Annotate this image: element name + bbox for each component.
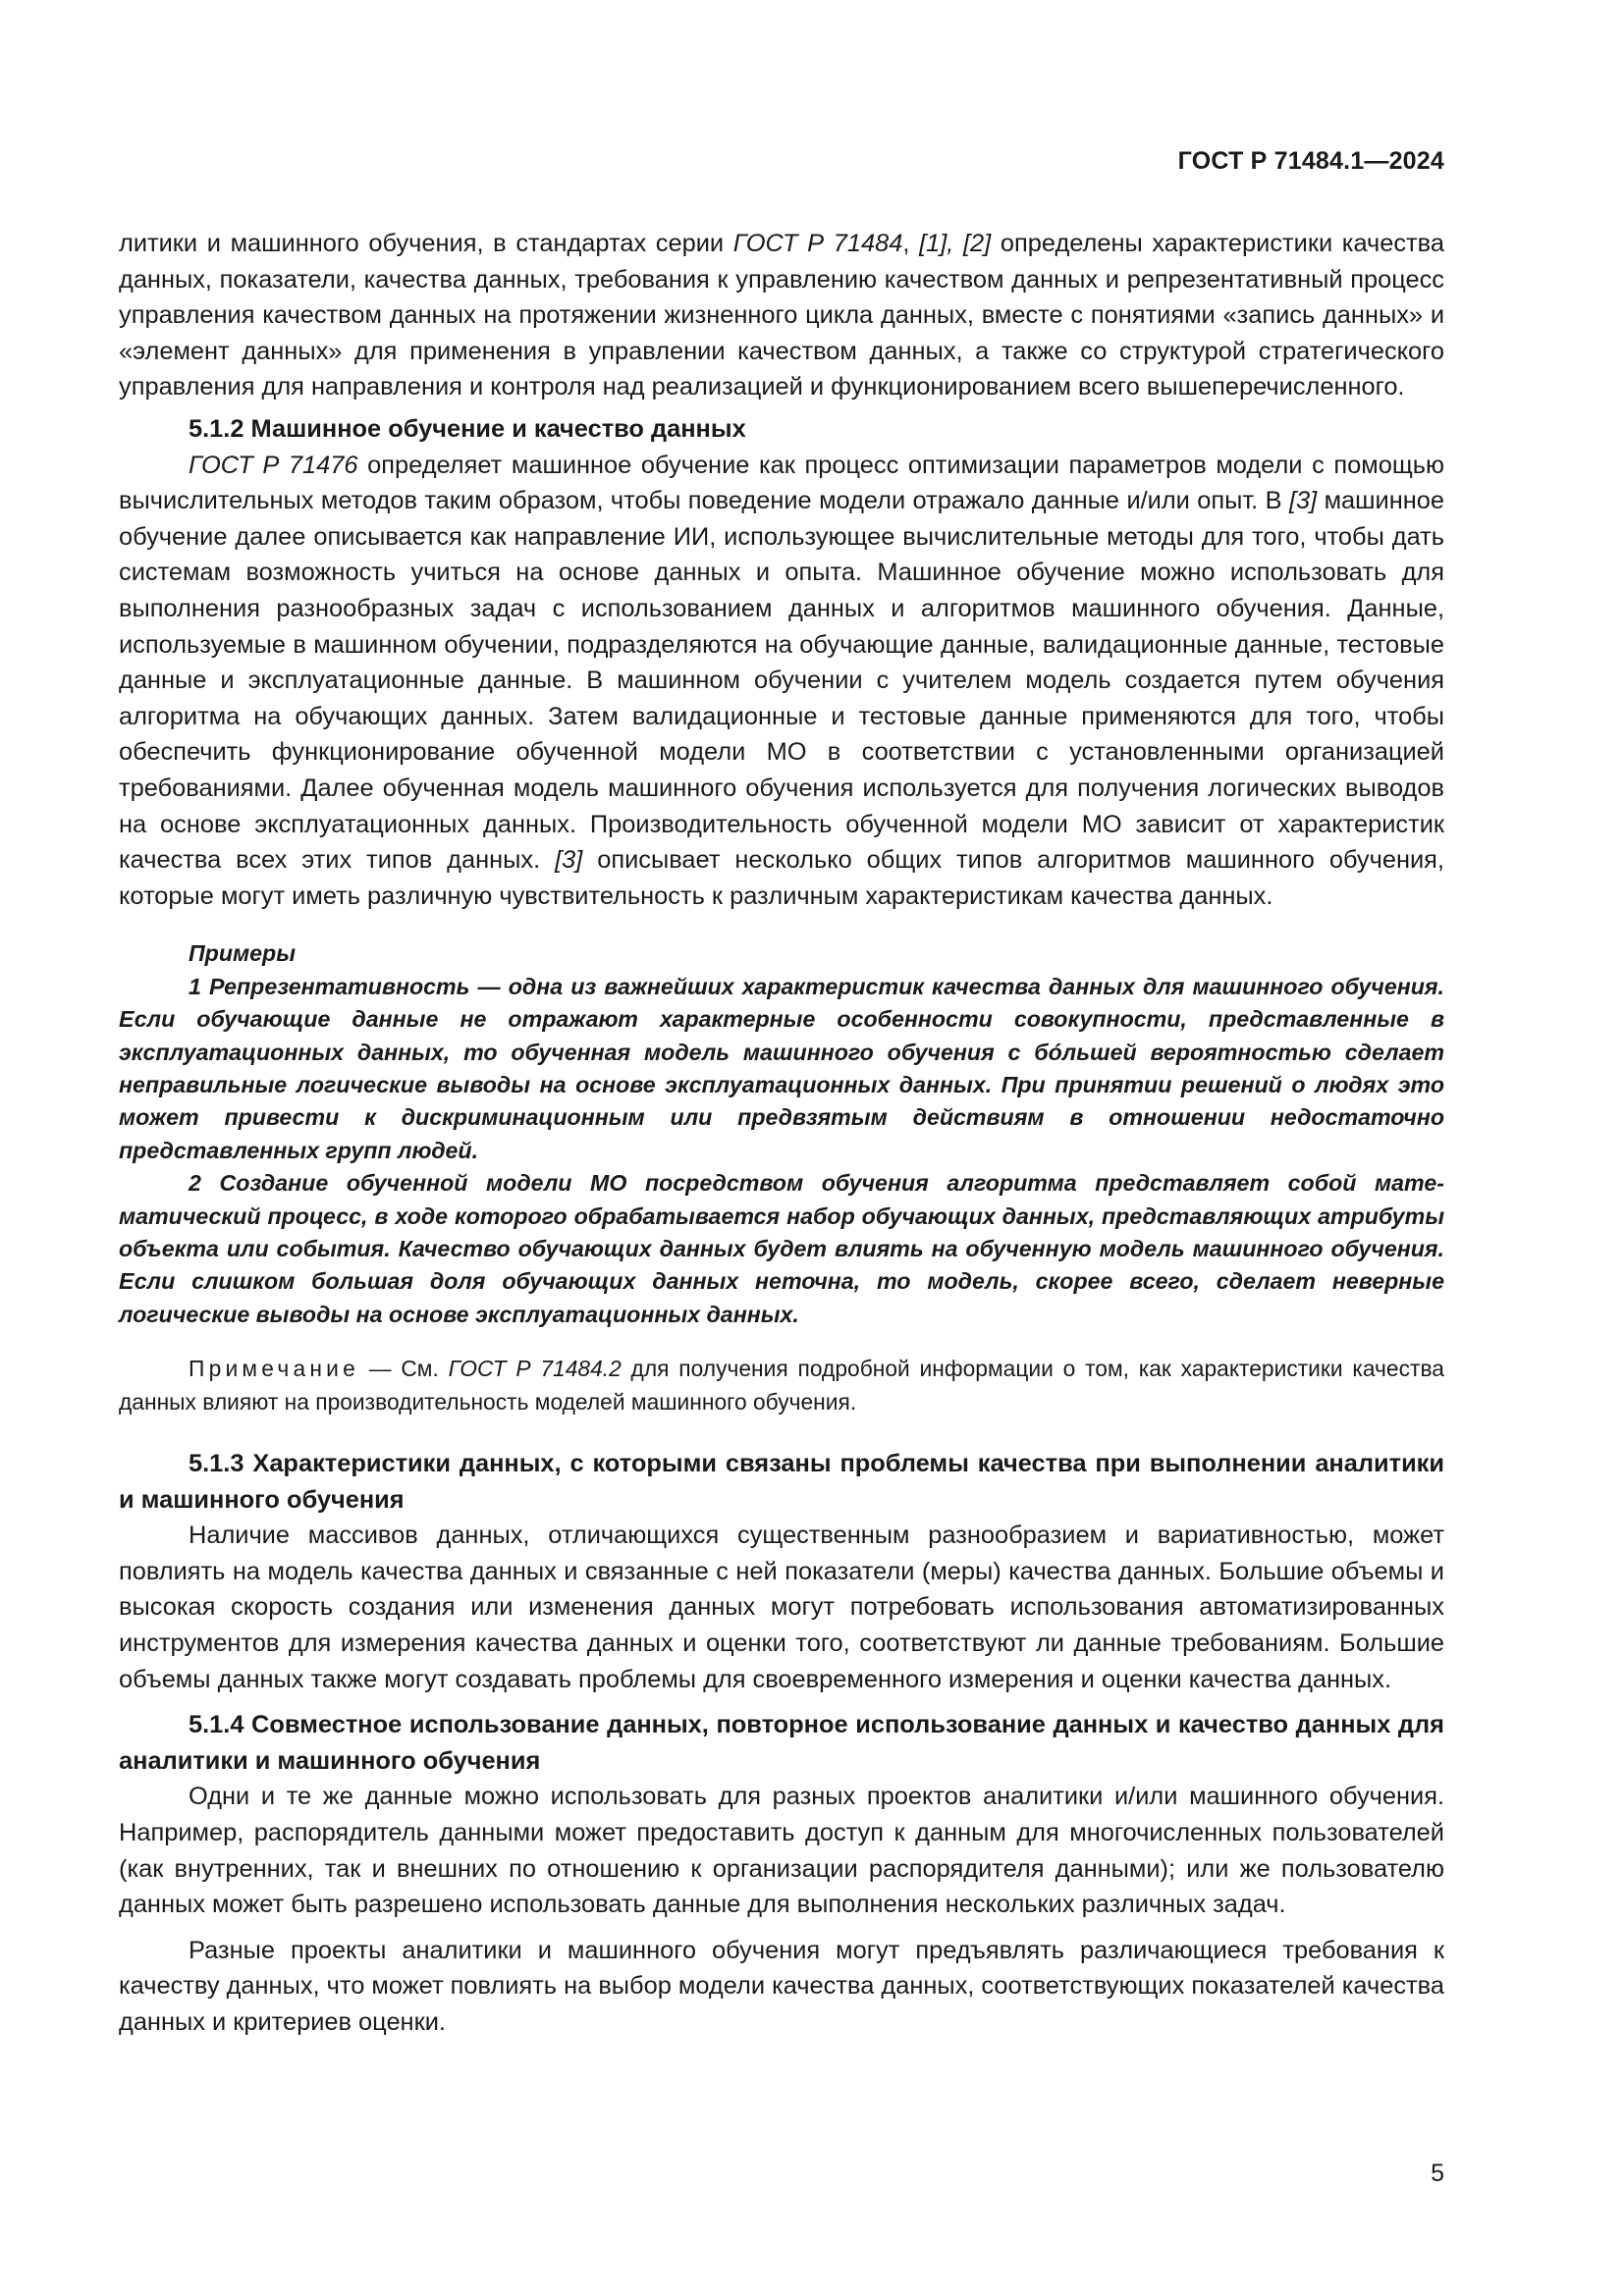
citation-ref: [1], [2]: [919, 230, 992, 257]
standard-ref: ГОСТ Р 71484.2: [448, 1356, 622, 1382]
note-paragraph: [119, 1353, 1444, 1418]
section-5-1-2-text-2: машинное обучение далее описывается как направление ИИ, использующее вычислительные методы для того, чтобы дать системам возможность учиться на основе данных и опыта. Машинное обучение можно использовать для выполнения разнообразных задач с использованием данных и алгоритмов машинного обучения. Данные, используемые в машинном обучении, подразделяются на обучающие данные, валидационные данные, тестовые данные и эксплуатационные данные. В машинном обучении с учителем модель создается путем обучения алгоритма на обучающих данных. Затем валидационные и тестовые данные применяются для того, чтобы обеспечить функционирование обученной модели МО в соответствии с установленными организацией требованиями. Далее обученная модель машинного обучения используется для получения логических выводов на основе эксплуатационных данных. Производительность обученной модели МО зависит от характеристик качества всех этих типов данных.: [119, 487, 1444, 875]
note-text-2: для получения подробной информации о том, как характеристики качества данных влияют на производительность моделей машинного обучения.: [119, 1356, 1444, 1415]
section-5-1-4-paragraph-2: Разные проекты аналитики и машинного обучения могут предъявлять различающиеся требования к качеству данных, что может повлиять на выбор модели качества данных, соответствующих показателей качества данных и критериев оценки.: [119, 1936, 1444, 2036]
citation-ref: [3]: [555, 846, 583, 875]
standard-ref: ГОСТ Р 71476: [189, 451, 358, 479]
section-5-1-2-text-3: описывает несколько общих типов алгоритмов машинного обучения, которые могут иметь различную чувствительность к различным характеристикам качества данных.: [119, 846, 1444, 910]
intro-text-2: определены характеристики качества данных, показатели, качества данных, требования к управлению качеством данных и репрезентативный процесс управления качеством данных на протяжении жизненного цикла данных, вместе с понятиями «запись данных» и «элемент данных» для применения в управлении качеством данных, а также со структурой стратегического управления для направления и контроля над реализацией и функционированием всего вышеперечисленного.: [119, 230, 1445, 401]
example-2: 2 Создание обученной модели МО посредством обучения алгоритма представляет собой математический процесс, в ходе которого обрабатывается набор обучающих данных, представляющих атрибуты объекта или события. Качество обучающих данных будет влиять на обученную модель машинного обучения. Если слишком большая доля обучающих данных неточна, то модель, скорее всего, сделает неверные логические выводы на основе эксплуатационных данных.: [119, 1170, 1444, 1327]
standard-ref: ГОСТ Р 71484: [732, 230, 903, 257]
section-5-1-4-heading: 5.1.4 Совместное использование данных, повторное использование данных и качество данных для аналитики и машинного обучения: [119, 1711, 1444, 1775]
intro-text-1: литики и машинного обучения, в стандартах серии: [119, 230, 733, 257]
document-page: [119, 0, 1444, 2296]
note-block: [119, 1353, 1444, 1418]
section-5-1-4-paragraph-1: Одни и те же данные можно использовать для разных проектов аналитики и/или машинного обучения. Например, распорядитель данными может предоставить доступ к данным для многочисленных пользователей (как внутренних, так и внешних по отношению к организации распорядителя данными); или же пользователю данных может быть разрешено использовать данные для выполнения нескольких различных задач.: [119, 1783, 1444, 1919]
note-text-1: — См.: [358, 1356, 449, 1382]
page-number: 5: [1431, 2160, 1444, 2187]
section-5-1-3-heading: 5.1.3 Характеристики данных, с которыми связаны проблемы качества при выполнении аналитики и машинного обучения: [119, 1449, 1444, 1514]
intro-paragraph: [119, 226, 1444, 405]
section-5-1-2-text-1: определяет машинное обучение как процесс оптимизации параметров модели с помощью вычислительных методов таким образом, чтобы поведение модели отражало данные и/или опыт. В: [119, 451, 1445, 515]
citation-ref: [3]: [1288, 487, 1318, 515]
page-content: [119, 226, 1444, 2040]
section-5-1-2-paragraph: [119, 448, 1444, 915]
note-label: Примечание: [189, 1356, 359, 1382]
examples-title: Примеры: [189, 940, 297, 967]
intro-sep: ,: [902, 230, 920, 257]
examples-block: [119, 937, 1444, 1331]
section-5-1-3-paragraph: Наличие массивов данных, отличающихся существенным разнообразием и вариативностью, может повлиять на модель качества данных и связанные с ней показатели (меры) качества данных. Большие объемы и высокая скорость создания или изменения данных могут потребовать использования автоматизированных инструментов для измерения качества данных и оценки того, соответствуют ли данные требованиям. Большие объемы данных также могут создавать проблемы для своевременного измерения и оценки качества данных.: [119, 1522, 1444, 1693]
section-5-1-2-heading: 5.1.2 Машинное обучение и качество данных: [189, 414, 746, 443]
document-id-header: ГОСТ Р 71484.1—2024: [1177, 147, 1444, 175]
example-1: 1 Репрезентативность — одна из важнейших характеристик качества данных для машинного обучения. Если обучающие данные не отражают характерные особенности совокупности, представленные в эксплуатационных данных, то обученная модель машинного обучения с бóльшей вероятностью сделает неправильные логические выводы на основе эксплуатационных данных. При принятии решений о людях это может привести к дискриминационным или предвзятым действиям в отношении недостаточно представленных групп людей.: [119, 973, 1444, 1163]
